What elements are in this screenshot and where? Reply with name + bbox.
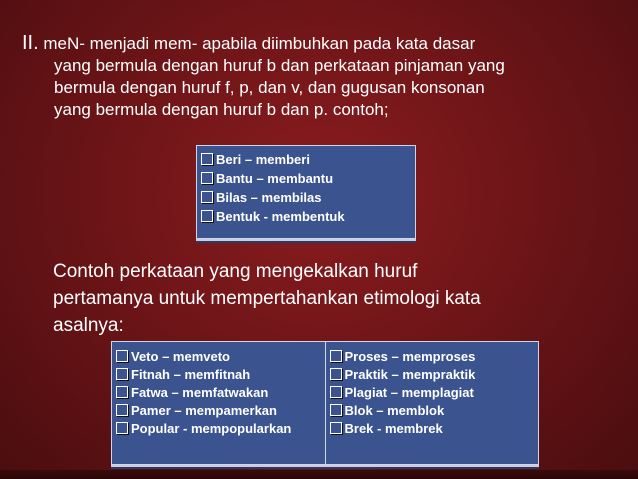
rule-line: bermula dengan huruf f, p, dan v, dan gugusan konsonan — [54, 78, 485, 97]
loanwords-right-column — [325, 342, 539, 464]
list-item: Brek - membrek — [330, 420, 535, 438]
list-item: Praktik – mempraktik — [330, 366, 535, 384]
list-item: Bentuk - membentuk — [201, 207, 411, 226]
list-item: Plagiat – memplagiat — [330, 384, 535, 402]
list-item: Fitnah – memfitnah — [116, 366, 321, 384]
checkbox-bullet-icon — [201, 210, 213, 222]
checkbox-bullet-icon — [116, 368, 128, 380]
example-box-b-words — [196, 145, 416, 239]
checkbox-bullet-icon — [116, 422, 128, 434]
rule-first-line: meN- menjadi mem- apabila diimbuhkan pada kata dasar — [38, 34, 476, 53]
list-item: Fatwa – memfatwakan — [116, 384, 321, 402]
paragraph-etymology — [53, 258, 623, 339]
checkbox-bullet-icon — [201, 153, 213, 165]
list-item: Proses – memproses — [330, 348, 535, 366]
checkbox-bullet-icon — [116, 404, 128, 416]
checkbox-bullet-icon — [201, 172, 213, 184]
checkbox-bullet-icon — [201, 191, 213, 203]
rule-line: yang bermula dengan huruf b dan p. contoh; — [54, 100, 389, 119]
example-box-loanwords — [111, 341, 539, 465]
list-item: Popular - mempopularkan — [116, 420, 321, 438]
checkbox-bullet-icon — [116, 386, 128, 398]
list-item: Pamer – mempamerkan — [116, 402, 321, 420]
checkbox-bullet-icon — [330, 368, 342, 380]
bottom-strip — [0, 470, 638, 479]
checkbox-bullet-icon — [116, 350, 128, 362]
list-item: Bilas – membilas — [201, 188, 411, 207]
rule-line: yang bermula dengan huruf b dan perkataan pinjaman yang — [54, 56, 505, 75]
checkbox-bullet-icon — [330, 422, 342, 434]
checkbox-bullet-icon — [330, 386, 342, 398]
etymology-line: pertamanya untuk mempertahankan etimologi kata — [53, 288, 481, 309]
paragraph-rule-ii — [22, 32, 622, 121]
list-item: Beri – memberi — [201, 150, 411, 169]
list-item: Bantu – membantu — [201, 169, 411, 188]
etymology-line: Contoh perkataan yang mengekalkan huruf — [53, 261, 418, 282]
list-item: Veto – memveto — [116, 348, 321, 366]
checkbox-bullet-icon — [330, 404, 342, 416]
list-item: Blok – memblok — [330, 402, 535, 420]
etymology-line: asalnya: — [53, 315, 124, 336]
rule-number: II. — [22, 32, 39, 54]
checkbox-bullet-icon — [330, 350, 342, 362]
loanwords-left-column — [112, 342, 325, 464]
